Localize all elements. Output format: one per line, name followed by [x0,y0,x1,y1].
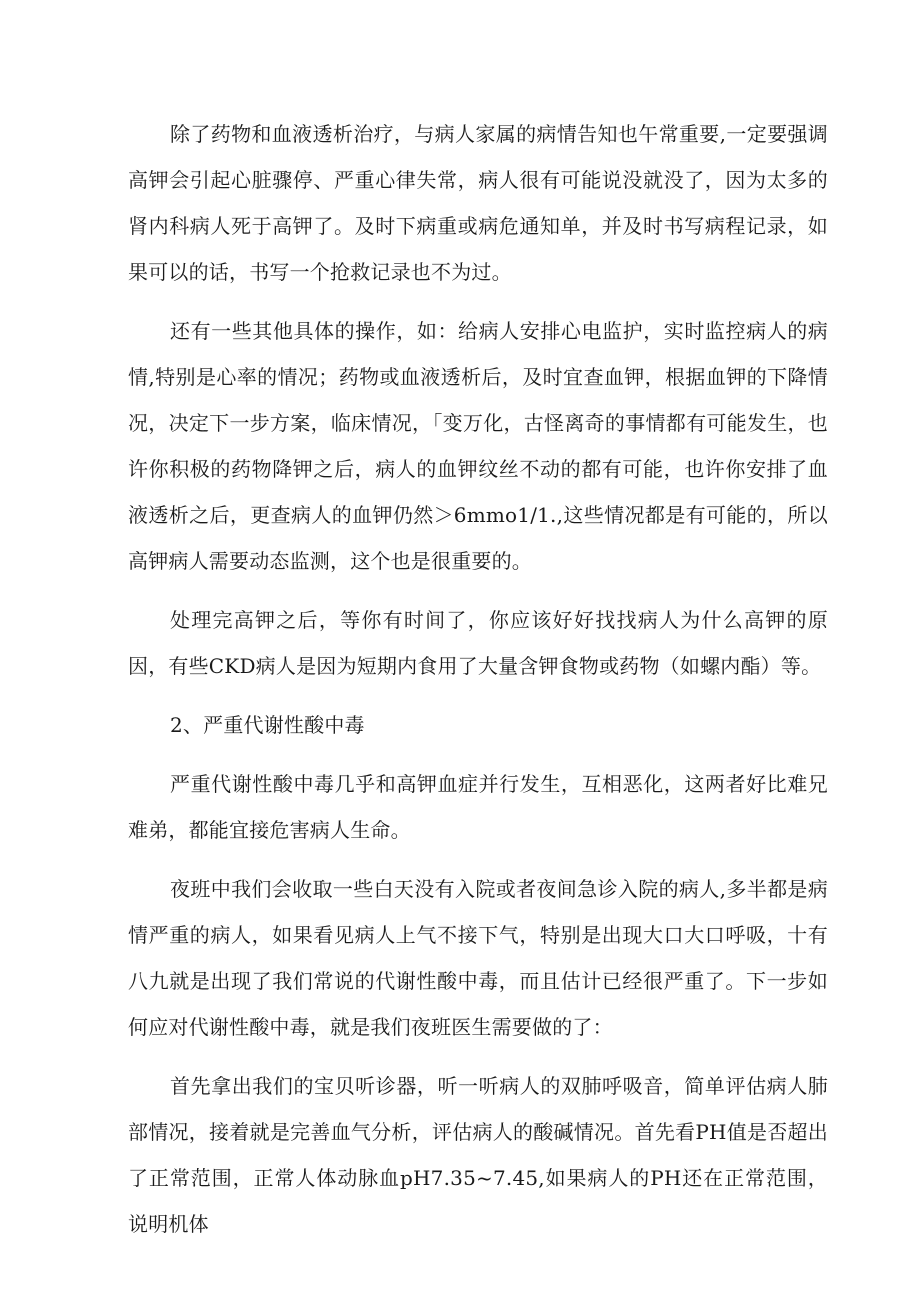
paragraph-hyperkalemia-monitoring: 还有一些其他具体的操作，如：给病人安排心电监护，实时监控病人的病情,特别是心率的情况；药物或血液透析后，及时宜查血钾，根据血钾的下降情况，决定下一步方案，临床情况，「变万化，古怪离奇的事情都有可能发生，也许你积极的药物降钾之后，病人的血钾纹丝不动的都有可能，也许你安排了血液透析之后，更查病人的血钾仍然＞6mmo1∕1.,这些情况都是有可能的，所以高钾病人需要动态监测，这个也是很重要的。 [128,319,828,573]
paragraph-night-shift-patients: 夜班中我们会收取一些白天没有入院或者夜间急诊入院的病人,多半都是病情严重的病人，如果看见病人上气不接下气，特别是出现大口大口呼吸，十有八九就是出现了我们常说的代谢性酸中毒，而且估计已经很严重了。下一步如何应对代谢性酸中毒，就是我们夜班医生需要做的了： [128,877,828,1039]
paragraph-hyperkalemia-family-notification: 除了药物和血液透析治疗，与病人家属的病情告知也午常重要,一定要强调高钾会引起心脏骤停、严重心律失常，病人很有可能说没就没了，因为太多的肾内科病人死于高钾了。及时下病重或病危通知单，并及时书写病程记录，如果可以的话，书写一个抢救记录也不为过。 [128,122,828,284]
paragraph-hyperkalemia-cause: 处理完高钾之后，等你有时间了，你应该好好找找病人为什么高钾的原因，有些CKD病人是因为短期内食用了大量含钾食物或药物（如螺内酯）等。 [128,608,828,678]
paragraph-acidosis-intro: 严重代谢性酸中毒几乎和高钾血症并行发生，互相恶化，这两者好比难兄难弟，都能宜接危害病人生命。 [128,772,828,842]
section-heading-metabolic-acidosis: 2、严重代谢性酸中毒 [170,713,365,737]
document-body [128,111,828,1260]
paragraph-assessment-steps: 首先拿出我们的宝贝听诊器，听一听病人的双肺呼吸音，简单评估病人肺部情况，接着就是完善血气分析，评估病人的酸碱情况。首先看PH值是否超出了正常范围，正常人体动脉血pH7.35~7.45,如果病人的PH还在正常范围，说明机体 [128,1074,828,1236]
